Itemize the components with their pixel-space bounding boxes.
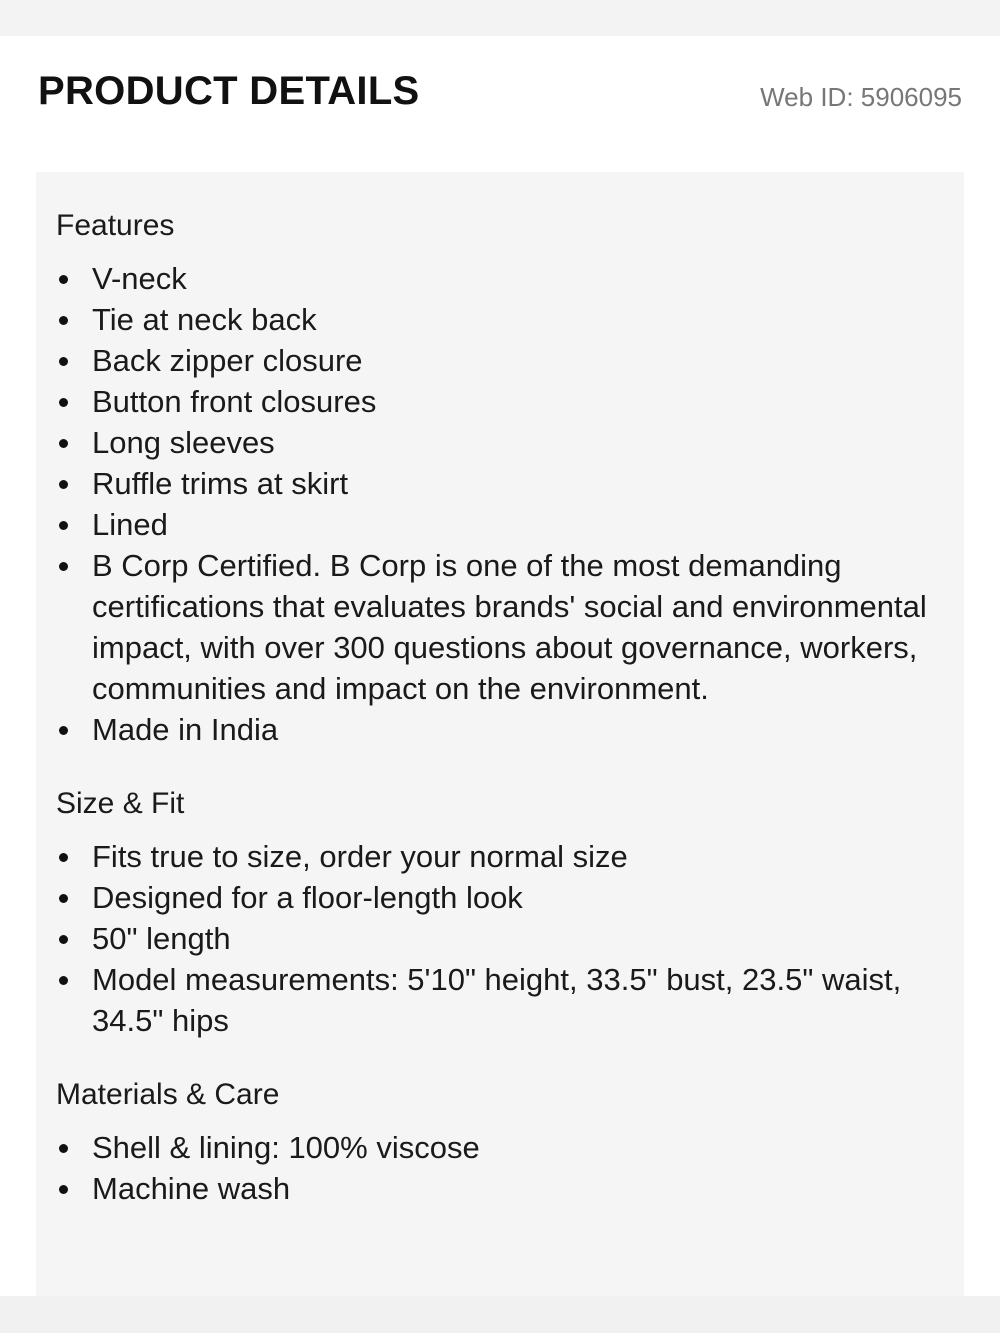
features-list: [56, 258, 944, 750]
size-fit-item: 50" length: [56, 918, 944, 959]
materials-care-item: Machine wash: [56, 1168, 944, 1209]
materials-care-item: Shell & lining: 100% viscose: [56, 1127, 944, 1168]
features-item: Ruffle trims at skirt: [56, 463, 944, 504]
product-details-header: [38, 68, 962, 128]
details-panel: [36, 172, 964, 1296]
size-fit-item: Fits true to size, order your normal size: [56, 836, 944, 877]
bottom-edge: [0, 1296, 1000, 1333]
features-item: Made in India: [56, 709, 944, 750]
page-title: PRODUCT DETAILS: [38, 69, 420, 113]
details-content: [36, 172, 964, 1209]
features-item: Long sleeves: [56, 422, 944, 463]
web-id-label: Web ID: 5906095: [760, 82, 962, 112]
size-fit-heading: Size & Fit: [56, 787, 185, 820]
features-item: B Corp Certified. B Corp is one of the most demanding certifications that evaluates brands' social and environmental impact, with over 300 questions about governance, workers, communities and impact on the environment.: [56, 545, 944, 709]
size-fit-item: Designed for a floor-length look: [56, 877, 944, 918]
size-fit-list: [56, 836, 944, 1041]
materials-care-list: [56, 1127, 944, 1209]
features-heading: Features: [56, 209, 175, 242]
features-item: V-neck: [56, 258, 944, 299]
features-item: Back zipper closure: [56, 340, 944, 381]
features-item: Tie at neck back: [56, 299, 944, 340]
features-item: Button front closures: [56, 381, 944, 422]
size-fit-item: Model measurements: 5'10" height, 33.5" bust, 23.5" waist, 34.5" hips: [56, 959, 944, 1041]
materials-care-heading: Materials & Care: [56, 1078, 280, 1111]
product-details-page: [0, 36, 1000, 1296]
features-item: Lined: [56, 504, 944, 545]
